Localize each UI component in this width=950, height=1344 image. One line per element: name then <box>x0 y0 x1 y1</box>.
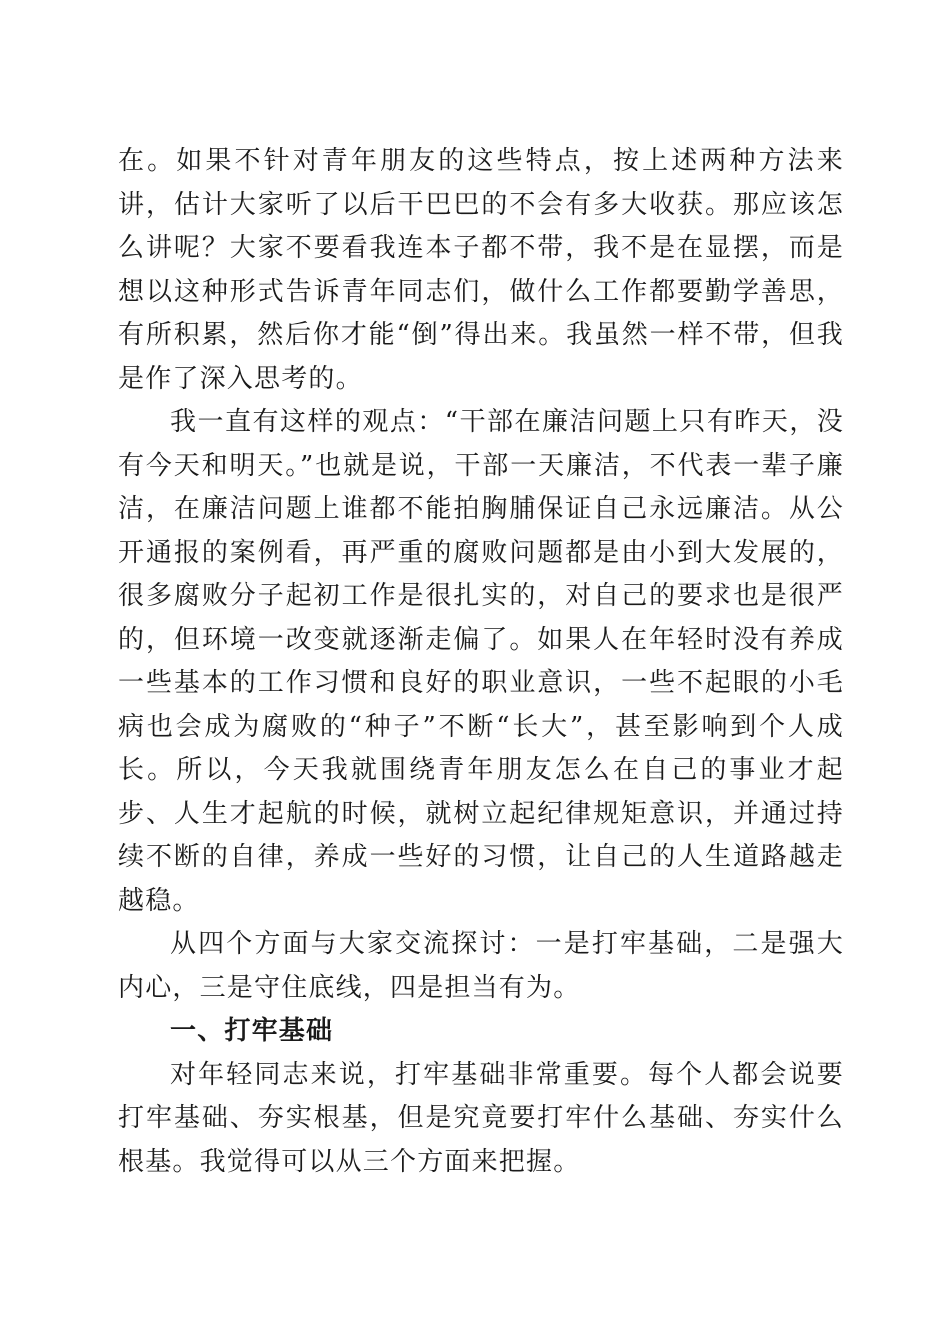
document-body <box>118 140 844 1184</box>
paragraph-integrity-view: 我一直有这样的观点：“干部在廉洁问题上只有昨天，没有今天和明天。”也就是说，干部一天廉洁，不代表一辈子廉洁，在廉洁问题上谁都不能拍胸脯保证自己永远廉洁。从公开通报的案例看，再严重的腐败问题都是由小到大发展的，很多腐败分子起初工作是很扎实的，对自己的要求也是很严的，但环境一改变就逐渐走偏了。如果人在年轻时没有养成一些基本的工作习惯和良好的职业意识，一些不起眼的小毛病也会成为腐败的“种子”不断“长大”，甚至影响到个人成长。所以，今天我就围绕青年朋友怎么在自己的事业才起步、人生才起航的时候，就树立起纪律规矩意识，并通过持续不断的自律，养成一些好的习惯，让自己的人生道路越走越稳。 <box>118 407 844 916</box>
paragraph-foundation: 对年轻同志来说，打牢基础非常重要。每个人都会说要打牢基础、夯实根基，但是究竟要打牢什么基础、夯实什么根基。我觉得可以从三个方面来把握。 <box>118 1059 844 1177</box>
section-heading: 一、打牢基础 <box>170 1016 334 1046</box>
paragraph-four-aspects: 从四个方面与大家交流探讨：一是打牢基础，二是强大内心，三是守住底线，四是担当有为。 <box>118 929 844 1003</box>
paragraph-continuation: 在。如果不针对青年朋友的这些特点，按上述两种方法来讲，估计大家听了以后干巴巴的不会有多大收获。那应该怎么讲呢？大家不要看我连本子都不带，我不是在显摆，而是想以这种形式告诉青年同志们，做什么工作都要勤学善思，有所积累，然后你才能“倒”得出来。我虽然一样不带，但我是作了深入思考的。 <box>118 146 844 394</box>
